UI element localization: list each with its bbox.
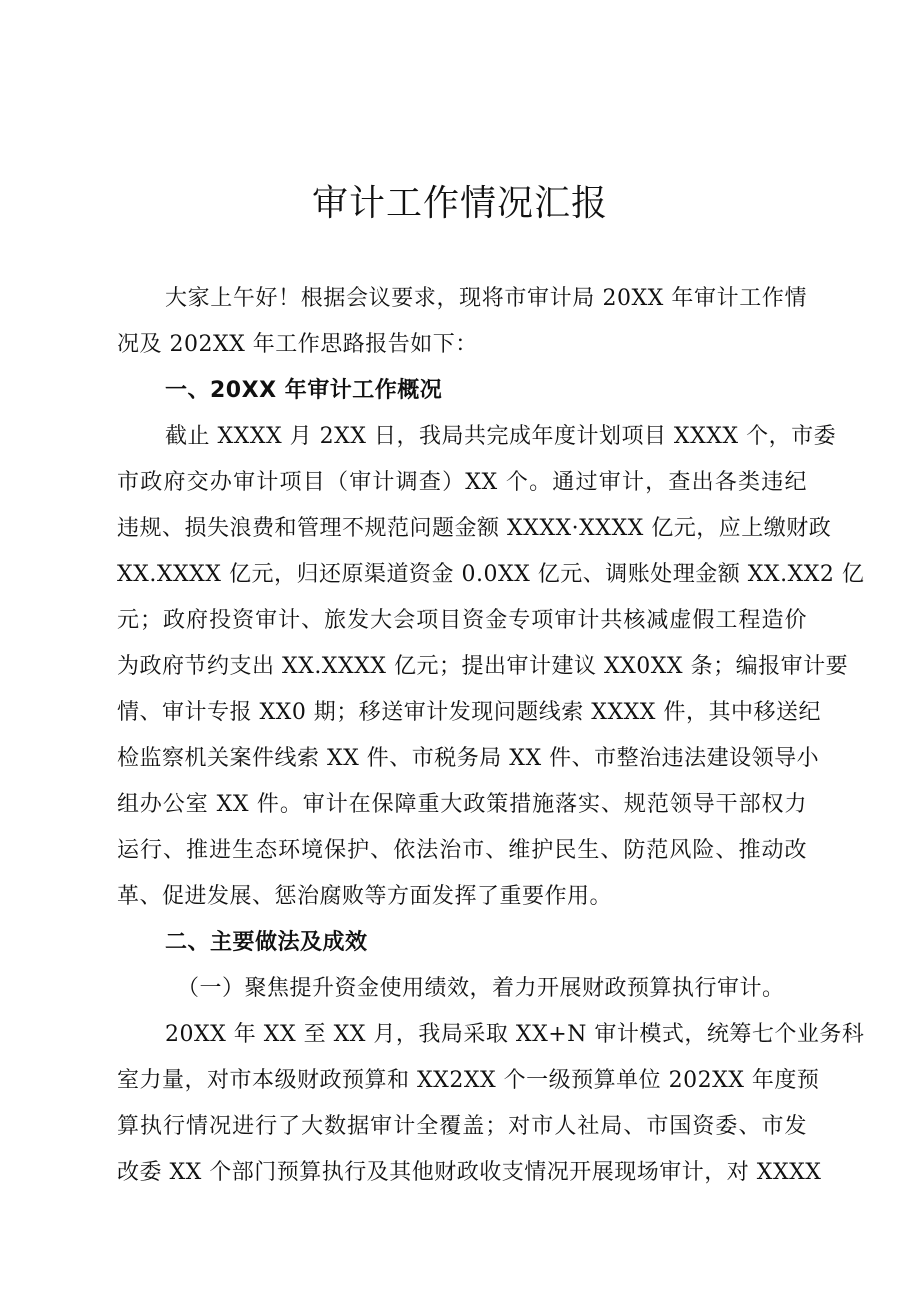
paragraph-line: 况及 202XX 年工作思路报告如下： <box>117 332 478 357</box>
paragraph-line: 算执行情况进行了大数据审计全覆盖；对市人社局、市国资委、市发 <box>117 1114 807 1139</box>
paragraph-line: XX.XXXX 亿元，归还原渠道资金 0.0XX 亿元、调账处理金额 XX.XX2 亿 <box>117 562 865 587</box>
paragraph-line: 20XX 年 XX 至 XX 月，我局采取 XX+N 审计模式，统筹七个业务科 <box>165 1022 865 1047</box>
document-title: 审计工作情况汇报 <box>311 183 608 224</box>
paragraph-line: 室力量，对市本级财政预算和 XX2XX 个一级预算单位 202XX 年度预 <box>117 1068 820 1093</box>
paragraph-line: 为政府节约支出 XX.XXXX 亿元；提出审计建议 XX0XX 条；编报审计要 <box>117 654 849 679</box>
document-body <box>117 276 865 1196</box>
paragraph-line: 检监察机关案件线索 XX 件、市税务局 XX 件、市整治违法建设领导小 <box>117 746 820 771</box>
paragraph-line: 改委 XX 个部门预算执行及其他财政收支情况开展现场审计，对 XXXX <box>117 1160 822 1185</box>
paragraph-line: 革、促进发展、惩治腐败等方面发挥了重要作用。 <box>117 884 613 909</box>
paragraph-line: 大家上午好！根据会议要求，现将市审计局 20XX 年审计工作情 <box>165 286 807 311</box>
paragraph-line: 组办公室 XX 件。审计在保障重大政策措施落实、规范领导干部权力 <box>117 792 807 817</box>
section-heading: 一、20XX 年审计工作概况 <box>165 378 443 403</box>
paragraph-line: 截止 XXXX 月 2XX 日，我局共完成年度计划项目 XXXX 个，市委 <box>165 424 837 449</box>
paragraph-line: 情、审计专报 XX0 期；移送审计发现问题线索 XXXX 件，其中移送纪 <box>117 700 821 725</box>
section-heading: 二、主要做法及成效 <box>165 930 368 955</box>
paragraph-line: 运行、推进生态环境保护、依法治市、维护民生、防范风险、推动改 <box>117 838 807 863</box>
paragraph-line: 市政府交办审计项目（审计调查）XX 个。通过审计，查出各类违纪 <box>117 470 807 495</box>
subsection-heading: （一）聚焦提升资金使用绩效，着力开展财政预算执行审计。 <box>177 976 785 1001</box>
paragraph-line: 元；政府投资审计、旅发大会项目资金专项审计共核减虚假工程造价 <box>117 608 807 633</box>
paragraph-line: 违规、损失浪费和管理不规范问题金额 XXXX·XXXX 亿元，应上缴财政 <box>117 516 832 541</box>
